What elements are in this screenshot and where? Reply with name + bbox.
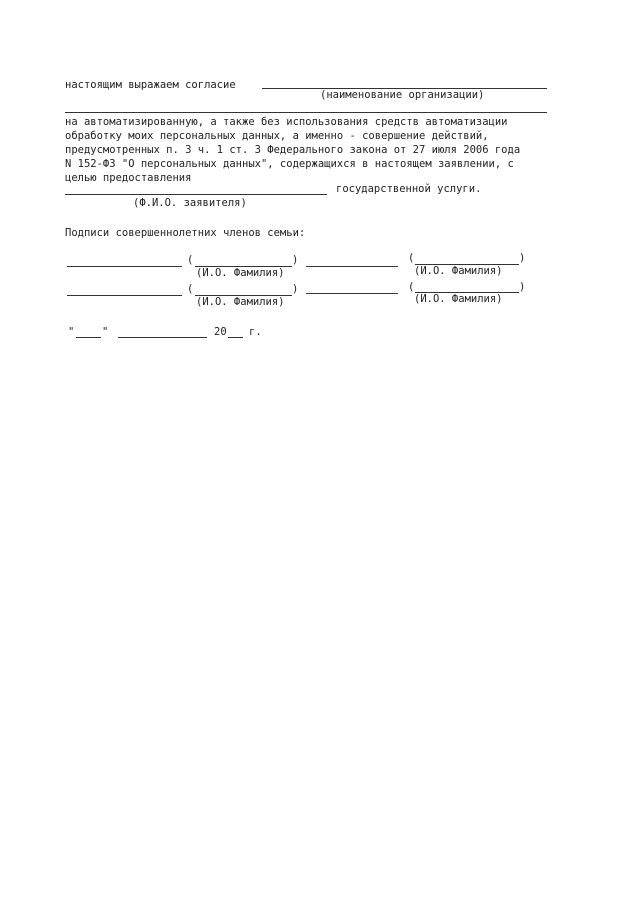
- consent-body-line-5: целью предоставления: [65, 172, 192, 184]
- date-year-prefix: 20: [214, 326, 227, 338]
- date-quote-close: ": [102, 326, 109, 338]
- signature-field-2[interactable]: [306, 266, 398, 267]
- open-paren: (: [187, 283, 194, 295]
- consent-body-line-2: обработку моих персональных данных, а именно - совершение действий,: [65, 130, 489, 142]
- consent-body-line-3: предусмотренных п. 3 ч. 1 ст. 3 Федерального закона от 27 июля 2006 года: [65, 144, 521, 156]
- consent-intro: настоящим выражаем согласие: [65, 79, 236, 91]
- applicant-caption: (Ф.И.О. заявителя): [133, 197, 247, 209]
- organization-caption: (наименование организации): [320, 89, 485, 101]
- signatures-heading: Подписи совершеннолетних членов семьи:: [65, 227, 306, 239]
- date-year-suffix: г.: [249, 326, 262, 338]
- consent-body-line-1: на автоматизированную, а также без использования средств автоматизации: [65, 116, 508, 128]
- signature-field-4[interactable]: [306, 293, 398, 294]
- open-paren: (: [408, 252, 415, 264]
- close-paren: ): [519, 252, 526, 264]
- organization-name-field-continued[interactable]: [65, 112, 547, 113]
- service-text: государственной услуги.: [336, 183, 482, 195]
- name-caption-2: (И.О. Фамилия): [414, 265, 503, 277]
- date-day-field[interactable]: [76, 337, 101, 338]
- signature-field-1[interactable]: [67, 266, 182, 267]
- date-quote-open: ": [68, 326, 75, 338]
- name-caption-4: (И.О. Фамилия): [414, 293, 503, 305]
- close-paren: ): [292, 283, 299, 295]
- applicant-name-field[interactable]: [65, 194, 327, 195]
- open-paren: (: [408, 281, 415, 293]
- signature-field-3[interactable]: [67, 295, 182, 296]
- close-paren: ): [292, 254, 299, 266]
- close-paren: ): [519, 281, 526, 293]
- name-caption-3: (И.О. Фамилия): [196, 296, 285, 308]
- open-paren: (: [187, 254, 194, 266]
- consent-body-line-4: N 152-ФЗ "О персональных данных", содержащихся в настоящем заявлении, с: [65, 158, 514, 170]
- date-year-field[interactable]: [228, 337, 243, 338]
- date-month-field[interactable]: [118, 337, 207, 338]
- name-caption-1: (И.О. Фамилия): [196, 267, 285, 279]
